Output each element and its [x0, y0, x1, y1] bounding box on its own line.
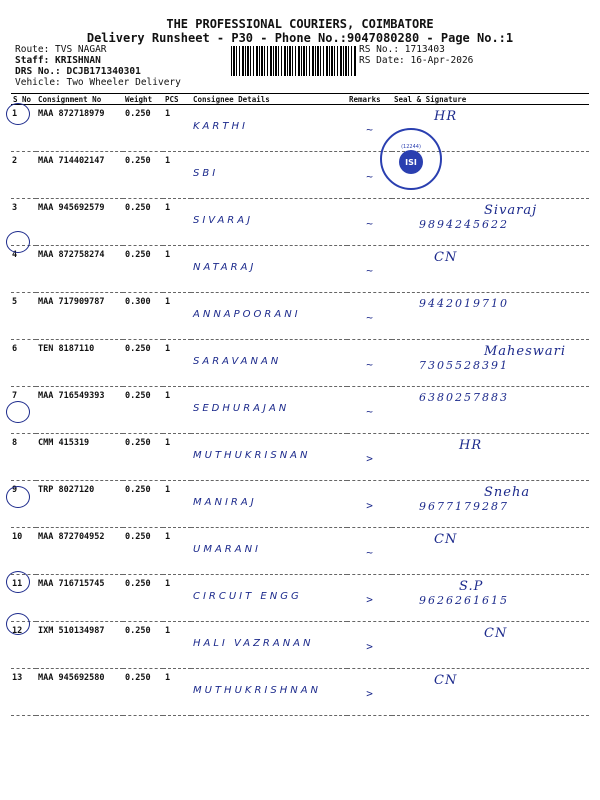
remark-mark: ~: [366, 123, 373, 136]
meta-left: [15, 44, 181, 88]
consignee-handwriting: ANNAPOORANI: [193, 309, 301, 320]
row-pcs: 1: [163, 528, 191, 575]
row-pcs: 1: [163, 199, 191, 246]
signature-handwriting: CN: [484, 626, 508, 641]
remark-mark: >: [366, 687, 373, 700]
signature-handwriting: Sivaraj: [484, 203, 538, 218]
row-sno: 9: [11, 481, 36, 528]
table-row: [11, 622, 589, 669]
row-weight: 0.250: [123, 105, 163, 152]
row-pcs: 1: [163, 669, 191, 716]
table-row: [11, 246, 589, 293]
row-consignment: TEN 8187110: [36, 340, 123, 387]
row-consignee: [191, 105, 347, 152]
consignee-handwriting: SBI: [193, 168, 219, 179]
row-consignee: [191, 340, 347, 387]
remark-mark: >: [366, 640, 373, 653]
row-consignee: [191, 387, 347, 434]
row-weight: 0.300: [123, 293, 163, 340]
meta-right: [359, 44, 473, 66]
signature-handwriting: CN: [434, 250, 458, 265]
row-consignment: MAA 945692580: [36, 669, 123, 716]
row-consignment: MAA 872704952: [36, 528, 123, 575]
runsheet-subtitle: Delivery Runsheet - P30 - Phone No.:9047080280 - Page No.:1: [86, 31, 514, 45]
remark-mark: ~: [366, 264, 373, 277]
col-signature: Seal & Signature: [392, 94, 589, 105]
row-sno: 8: [11, 434, 36, 481]
row-remarks: [347, 246, 392, 293]
row-remarks: [347, 575, 392, 622]
row-signature: [392, 246, 589, 293]
table-row: [11, 105, 589, 152]
row-consignee: [191, 481, 347, 528]
remark-mark: ~: [366, 546, 373, 559]
serial-circle-mark: [6, 613, 30, 635]
row-pcs: 1: [163, 105, 191, 152]
remark-mark: >: [366, 452, 373, 465]
row-consignee: [191, 293, 347, 340]
serial-circle-mark: [6, 103, 30, 125]
vehicle-label: Vehicle: Two Wheeler Delivery: [15, 77, 181, 88]
serial-circle-mark: [6, 401, 30, 423]
rs-no-label: RS No.: 1713403: [359, 44, 445, 55]
row-sno: 3: [11, 199, 36, 246]
signature-phone: 7305528391: [419, 359, 509, 372]
remark-mark: ~: [366, 170, 373, 183]
consignee-handwriting: KARTHI: [193, 121, 248, 132]
row-weight: 0.250: [123, 481, 163, 528]
row-pcs: 1: [163, 575, 191, 622]
row-signature: [392, 528, 589, 575]
serial-circle-mark: [6, 231, 30, 253]
table-row: [11, 434, 589, 481]
row-consignment: MAA 717909787: [36, 293, 123, 340]
row-remarks: [347, 622, 392, 669]
row-consignment: MAA 872758274: [36, 246, 123, 293]
table-row: [11, 528, 589, 575]
row-pcs: 1: [163, 434, 191, 481]
row-weight: 0.250: [123, 622, 163, 669]
table-header: [11, 94, 589, 105]
route-label: Route: TVS NAGAR: [15, 44, 107, 55]
row-sno: 4: [11, 246, 36, 293]
row-consignment: MAA 716715745: [36, 575, 123, 622]
signature-phone: 6380257883: [419, 391, 509, 404]
row-remarks: [347, 387, 392, 434]
serial-circle-mark: [6, 486, 30, 508]
col-remarks: Remarks: [347, 94, 392, 105]
row-signature: [392, 293, 589, 340]
row-remarks: [347, 481, 392, 528]
row-signature: [392, 622, 589, 669]
row-consignee: [191, 152, 347, 199]
row-pcs: 1: [163, 293, 191, 340]
row-remarks: [347, 340, 392, 387]
remark-mark: >: [366, 499, 373, 512]
remark-mark: ~: [366, 405, 373, 418]
row-sno: 1: [11, 105, 36, 152]
col-consignment: Consignment No: [36, 94, 123, 105]
table-row: [11, 199, 589, 246]
signature-handwriting: CN: [434, 532, 458, 547]
table-row: [11, 575, 589, 622]
row-pcs: 1: [163, 152, 191, 199]
delivery-seal: [380, 128, 442, 190]
drs-label: DRS No.: DCJB171340301: [15, 66, 141, 77]
row-remarks: [347, 199, 392, 246]
row-sno: 13: [11, 669, 36, 716]
row-weight: 0.250: [123, 387, 163, 434]
consignee-handwriting: SEDHURAJAN: [193, 403, 290, 414]
row-remarks: [347, 293, 392, 340]
consignee-handwriting: MUTHUKRISNAN: [193, 450, 311, 461]
row-consignment: TRP 8027120: [36, 481, 123, 528]
row-weight: 0.250: [123, 528, 163, 575]
row-consignment: MAA 945692579: [36, 199, 123, 246]
row-signature: [392, 199, 589, 246]
col-weight: Weight: [123, 94, 163, 105]
runsheet-table: [11, 93, 589, 716]
row-consignee: [191, 199, 347, 246]
row-pcs: 1: [163, 622, 191, 669]
row-sno: 12: [11, 622, 36, 669]
row-consignment: CMM 415319: [36, 434, 123, 481]
consignee-handwriting: HALI VAZRANAN: [193, 638, 314, 649]
consignee-handwriting: CIRCUIT ENGG: [193, 591, 302, 602]
col-pcs: PCS: [163, 94, 191, 105]
signature-phone: 9894245622: [419, 218, 509, 231]
row-sno: 2: [11, 152, 36, 199]
consignee-handwriting: SARAVANAN: [193, 356, 282, 367]
signature-handwriting: Sneha: [484, 485, 531, 500]
row-pcs: 1: [163, 387, 191, 434]
row-signature: [392, 481, 589, 528]
row-signature: [392, 669, 589, 716]
row-sno: 10: [11, 528, 36, 575]
row-consignee: [191, 246, 347, 293]
seal-ring-text: (12244): [401, 144, 421, 150]
row-sno: 7: [11, 387, 36, 434]
signature-phone: 9677179287: [419, 500, 509, 513]
table-row: [11, 669, 589, 716]
row-sno: 11: [11, 575, 36, 622]
serial-circle-mark: [6, 571, 30, 593]
rs-date-label: RS Date: 16-Apr-2026: [359, 55, 474, 66]
row-signature: [392, 340, 589, 387]
row-consignee: [191, 575, 347, 622]
row-sno: 5: [11, 293, 36, 340]
row-weight: 0.250: [123, 669, 163, 716]
row-consignment: MAA 714402147: [36, 152, 123, 199]
signature-phone: 9442019710: [419, 297, 509, 310]
signature-phone: 9626261615: [419, 594, 509, 607]
row-pcs: 1: [163, 246, 191, 293]
row-signature: [392, 434, 589, 481]
row-consignee: [191, 434, 347, 481]
row-weight: 0.250: [123, 434, 163, 481]
remark-mark: >: [366, 593, 373, 606]
table-row: [11, 293, 589, 340]
barcode-icon: [231, 46, 357, 76]
row-remarks: [347, 434, 392, 481]
row-weight: 0.250: [123, 340, 163, 387]
row-signature: [392, 387, 589, 434]
table-row: [11, 340, 589, 387]
col-sno: S No: [11, 94, 36, 105]
signature-handwriting: HR: [434, 109, 458, 124]
table-row: [11, 387, 589, 434]
row-signature: [392, 575, 589, 622]
consignee-handwriting: UMARANI: [193, 544, 262, 555]
signature-handwriting: Maheswari: [484, 344, 567, 359]
row-consignment: MAA 872718979: [36, 105, 123, 152]
consignee-handwriting: MANIRAJ: [193, 497, 257, 508]
row-consignment: IXM 510134987: [36, 622, 123, 669]
remark-mark: ~: [366, 217, 373, 230]
signature-handwriting: S.P: [459, 579, 484, 594]
row-consignment: MAA 716549393: [36, 387, 123, 434]
staff-label: Staff: KRISHNAN: [15, 55, 101, 66]
row-weight: 0.250: [123, 152, 163, 199]
row-pcs: 1: [163, 481, 191, 528]
seal-logo: ISI: [399, 150, 423, 174]
row-weight: 0.250: [123, 246, 163, 293]
table-row: [11, 152, 589, 199]
row-sno: 6: [11, 340, 36, 387]
row-remarks: [347, 669, 392, 716]
row-pcs: 1: [163, 340, 191, 387]
company-title: THE PROFESSIONAL COURIERS, COIMBATORE: [166, 17, 434, 31]
signature-handwriting: HR: [459, 438, 483, 453]
row-remarks: [347, 528, 392, 575]
remark-mark: ~: [366, 358, 373, 371]
row-weight: 0.250: [123, 199, 163, 246]
consignee-handwriting: SIVARAJ: [193, 215, 254, 226]
row-weight: 0.250: [123, 575, 163, 622]
row-consignee: [191, 528, 347, 575]
signature-handwriting: CN: [434, 673, 458, 688]
table-row: [11, 481, 589, 528]
consignee-handwriting: NATARAJ: [193, 262, 257, 273]
col-consignee: Consignee Details: [191, 94, 347, 105]
consignee-handwriting: MUTHUKRISHNAN: [193, 685, 322, 696]
remark-mark: ~: [366, 311, 373, 324]
row-consignee: [191, 622, 347, 669]
row-consignee: [191, 669, 347, 716]
